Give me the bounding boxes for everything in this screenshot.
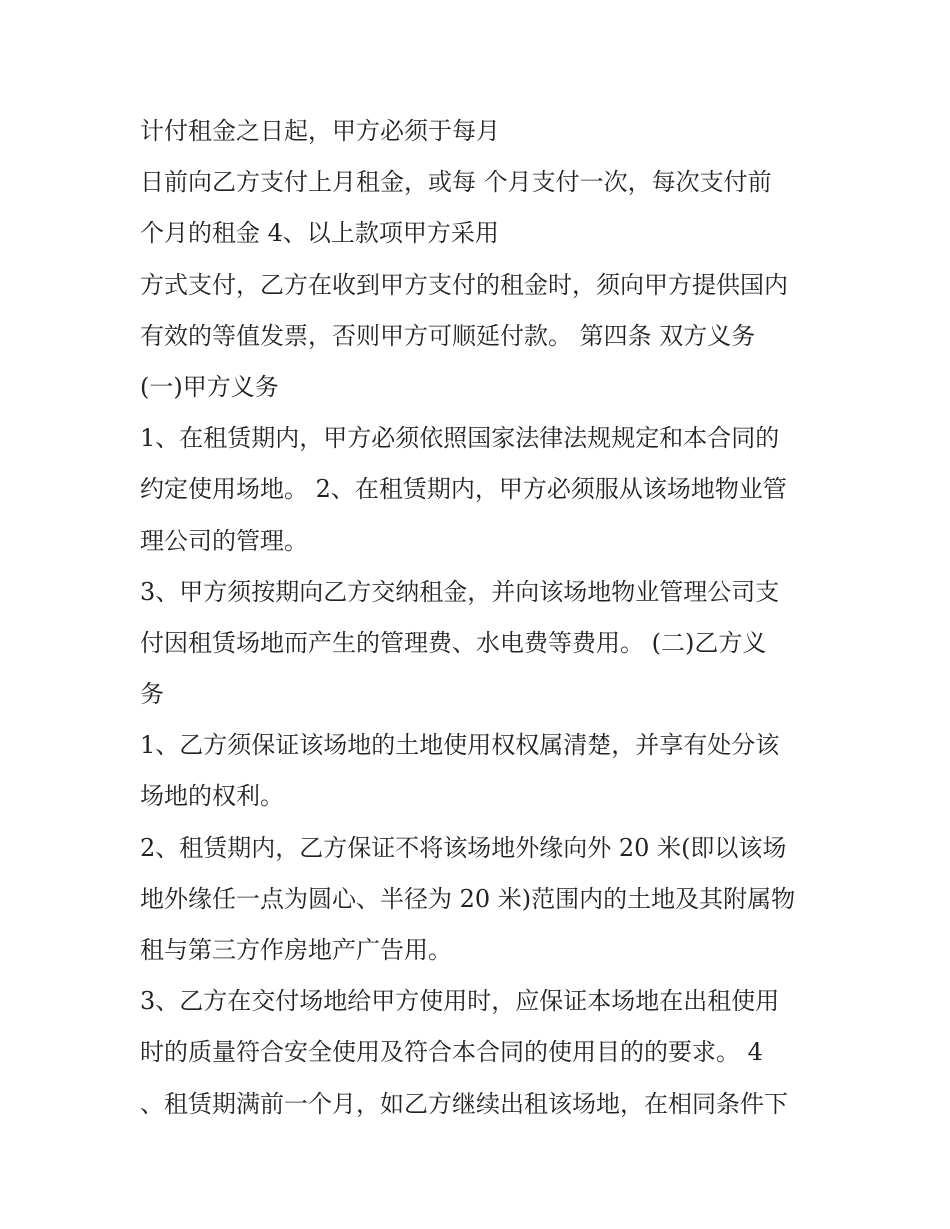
text-line: 理公司的管理。 — [140, 526, 308, 555]
text-line: 1、乙方须保证该场地的土地使用权权属清楚，并享有处分该 — [140, 731, 780, 760]
text-line: 地外缘任一点为圆心、半径为 20 米)范围内的土地及其附属物 — [140, 884, 796, 913]
text-line: 付因租赁场地而产生的管理费、水电费等费用。 (二)乙方义 — [140, 628, 767, 657]
text-line: 约定使用场地。 2、在租赁期内，甲方必须服从该场地物业管 — [140, 475, 787, 504]
text-line: 方式支付，乙方在收到甲方支付的租金时，须向甲方提供国内 — [140, 270, 788, 299]
text-line: 租与第三方作房地产广告用。 — [140, 936, 452, 964]
text-line: 个月的租金 4、以上款项甲方采用 — [140, 219, 499, 248]
text-line: 计付租金之日起，甲方必须于每月 — [140, 117, 500, 145]
text-line: 3、乙方在交付场地给甲方使用时，应保证本场地在出租使用 — [140, 987, 780, 1016]
text-line: 务 — [140, 680, 164, 709]
text-line: 有效的等值发票，否则甲方可顺延付款。 第四条 双方义务 — [140, 321, 756, 350]
text-line: 3、甲方须按期向乙方交纳租金，并向该场地物业管理公司支 — [140, 577, 780, 606]
text-line: 2、租赁期内，乙方保证不将该场地外缘向外 20 米(即以该场 — [140, 833, 787, 862]
contract-text — [140, 106, 830, 1130]
section-heading-party-a-duties: (一)甲方义务 — [140, 372, 279, 401]
text-line: 日前向乙方支付上月租金，或每 个月支付一次，每次支付前 — [140, 168, 772, 197]
text-line: 时的质量符合安全使用及符合本合同的使用目的的要求。 4 — [140, 1038, 763, 1067]
text-line: 、租赁期满前一个月，如乙方继续出租该场地，在相同条件下 — [140, 1089, 788, 1118]
text-line: 1、在租赁期内，甲方必须依照国家法律法规规定和本合同的 — [140, 424, 780, 453]
text-line: 场地的权利。 — [140, 782, 284, 811]
